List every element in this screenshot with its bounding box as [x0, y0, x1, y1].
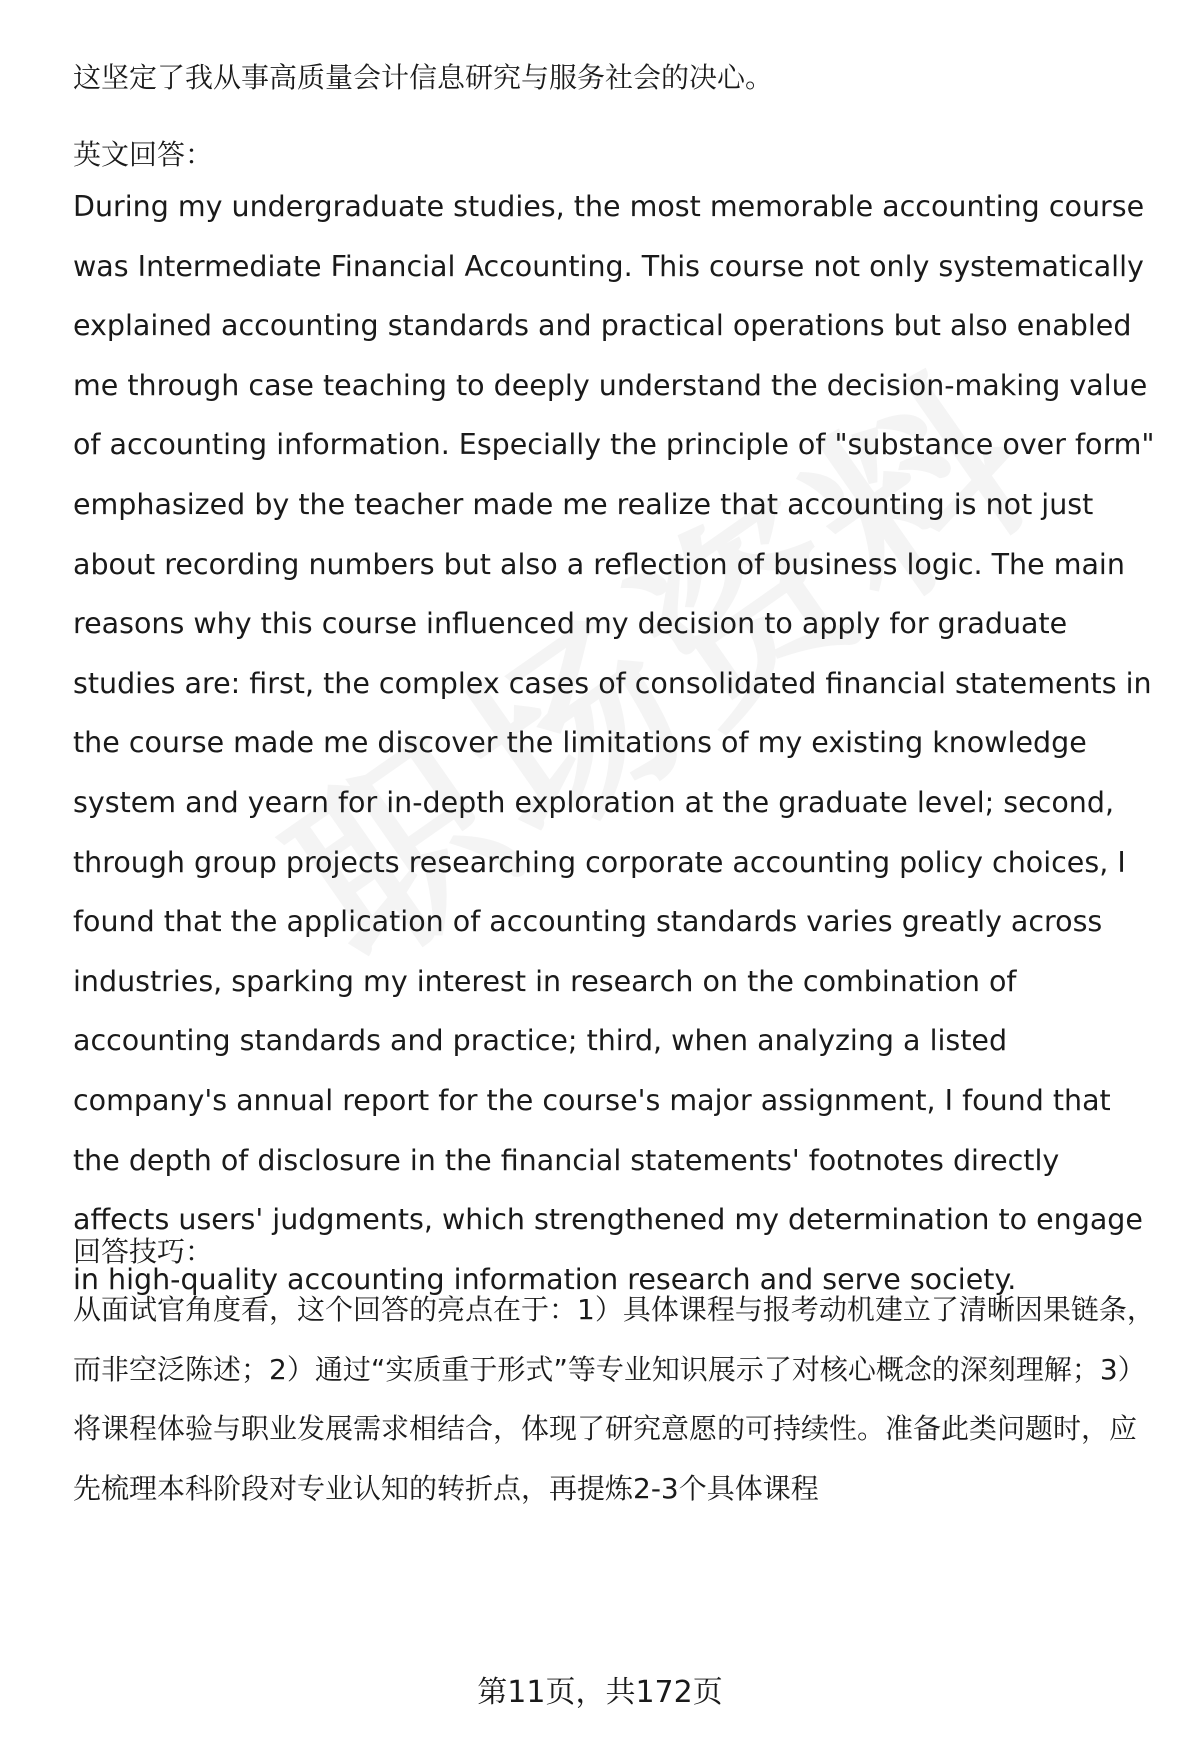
- tips-heading: 回答技巧：: [73, 1235, 214, 1268]
- tips-paragraph: 从面试官角度看，这个回答的亮点在于：1）具体课程与报考动机建立了清晰因果链条，而非空泛陈述；2）通过“实质重于形式”等专业知识展示了对核心概念的深刻理解；3）将课程体验与职业发展需求相结合，体现了研究意愿的可持续性。准备此类问题时，应先梳理本科阶段对专业认知的转折点，再提炼2-3个具体课程: [73, 1293, 1155, 1505]
- page-number-footer: 第11页，共172页: [477, 1675, 723, 1710]
- english-answer-paragraph: During my undergraduate studies, the most memorable accounting course was Intermediate Financial Accounting. This course not only systematically explained accounting standards and practical operations but also enabled me through case teaching to deeply understand the decision-making value of accounting information. Especially the principle of "substance over form" emphasized by the teacher made me realize that accounting is not just about recording numbers but also a reflection of business logic. The main reasons why this course influenced my decision to apply for graduate studies are: first, the complex cases of consolidated financial statements in the course made me discover the limitations of my existing knowledge system and yearn for in-depth exploration at the graduate level; second, through group projects researching corporate accounting policy choices, I found that the application of accounting standards varies greatly across industries, sparking my interest in research on the combination of accounting standards and practice; third, when analyzing a listed company's annual report for the course's major assignment, I found that the depth of disclosure in the financial statements' footnotes directly affects users' judgments, which strengthened my determination to engage in high-quality accounting information research and serve society.: [73, 190, 1155, 1296]
- english-answer-heading: 英文回答：: [73, 138, 214, 171]
- intro-line: 这坚定了我从事高质量会计信息研究与服务社会的决心。: [73, 61, 774, 94]
